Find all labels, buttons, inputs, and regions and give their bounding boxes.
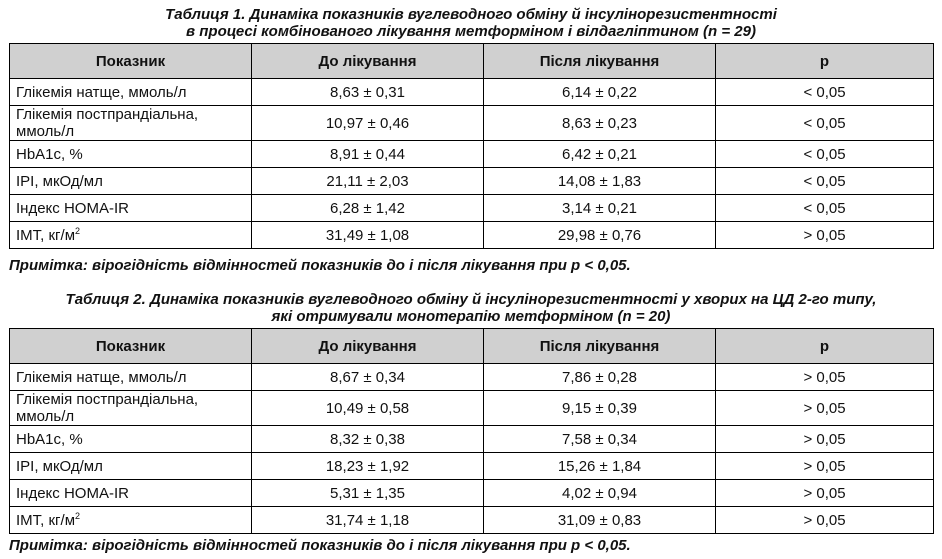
row-p: > 0,05 — [716, 426, 934, 453]
table-row — [10, 364, 934, 391]
row-before: 10,49 ± 0,58 — [252, 391, 484, 426]
table-row — [10, 141, 934, 168]
row-after: 4,02 ± 0,94 — [484, 480, 716, 507]
table1-header-row — [10, 44, 934, 79]
row-after: 8,63 ± 0,23 — [484, 106, 716, 141]
table2-caption — [0, 291, 942, 325]
row-indicator: Глікемія натще, ммоль/л — [10, 364, 252, 391]
table2-caption-line2: які отримували монотерапію метформіном (n = 20) — [271, 308, 671, 325]
row-indicator: Глікемія постпрандіальна, ммоль/л — [10, 106, 252, 141]
row-indicator — [10, 507, 252, 534]
bmi-label: ІМТ, кг/м — [16, 226, 76, 244]
row-p: > 0,05 — [716, 364, 934, 391]
row-after: 7,58 ± 0,34 — [484, 426, 716, 453]
row-before: 6,28 ± 1,42 — [252, 195, 484, 222]
row-indicator: HbA1c, % — [10, 426, 252, 453]
row-before: 21,11 ± 2,03 — [252, 168, 484, 195]
row-after: 6,42 ± 0,21 — [484, 141, 716, 168]
table2-header-indicator: Показник — [10, 329, 252, 364]
row-p: < 0,05 — [716, 106, 934, 141]
table-row — [10, 195, 934, 222]
table2-note: Примітка: вірогідність відмінностей показників до і після лікування при p < 0,05. — [9, 537, 631, 554]
row-indicator: Глікемія натще, ммоль/л — [10, 79, 252, 106]
row-after: 9,15 ± 0,39 — [484, 391, 716, 426]
row-before: 8,63 ± 0,31 — [252, 79, 484, 106]
row-after: 14,08 ± 1,83 — [484, 168, 716, 195]
row-p: > 0,05 — [716, 507, 934, 534]
table1-header-indicator: Показник — [10, 44, 252, 79]
row-before: 8,32 ± 0,38 — [252, 426, 484, 453]
bmi-label: ІМТ, кг/м — [16, 511, 76, 529]
row-p: < 0,05 — [716, 168, 934, 195]
table2-header-p: p — [716, 329, 934, 364]
row-p: > 0,05 — [716, 222, 934, 249]
table-row — [10, 391, 934, 426]
row-after: 29,98 ± 0,76 — [484, 222, 716, 249]
row-before: 8,91 ± 0,44 — [252, 141, 484, 168]
table1-header-before: До лікування — [252, 44, 484, 79]
row-after: 6,14 ± 0,22 — [484, 79, 716, 106]
row-indicator: HbA1c, % — [10, 141, 252, 168]
table2-header-before: До лікування — [252, 329, 484, 364]
table1-caption — [0, 6, 942, 40]
table-row — [10, 168, 934, 195]
table-row — [10, 79, 934, 106]
row-indicator: Індекс HOMA-IR — [10, 480, 252, 507]
table2-caption-line1: Таблиця 2. Динаміка показників вуглеводного обміну й інсулінорезистентності у хворих на ЦД 2-го типу, — [65, 291, 877, 308]
row-before: 18,23 ± 1,92 — [252, 453, 484, 480]
row-after: 15,26 ± 1,84 — [484, 453, 716, 480]
row-indicator: Глікемія постпрандіальна, ммоль/л — [10, 391, 252, 426]
row-before: 31,49 ± 1,08 — [252, 222, 484, 249]
table1-note: Примітка: вірогідність відмінностей показників до і після лікування при p < 0,05. — [9, 257, 631, 274]
row-p: < 0,05 — [716, 195, 934, 222]
table-row — [10, 480, 934, 507]
table2-header-row — [10, 329, 934, 364]
table1-caption-line2: в процесі комбінованого лікування метформіном і вілдагліптином (n = 29) — [186, 23, 756, 40]
row-indicator: IPI, мкОд/мл — [10, 168, 252, 195]
table1-header-p: p — [716, 44, 934, 79]
row-indicator — [10, 222, 252, 249]
row-before: 10,97 ± 0,46 — [252, 106, 484, 141]
row-p: < 0,05 — [716, 79, 934, 106]
table-row — [10, 106, 934, 141]
row-before: 5,31 ± 1,35 — [252, 480, 484, 507]
table2-header-after: Після лікування — [484, 329, 716, 364]
table-row — [10, 507, 934, 534]
table1 — [9, 43, 934, 249]
table-row — [10, 222, 934, 249]
row-p: < 0,05 — [716, 141, 934, 168]
row-before: 31,74 ± 1,18 — [252, 507, 484, 534]
table-row — [10, 453, 934, 480]
row-p: > 0,05 — [716, 480, 934, 507]
row-indicator: Індекс HOMA-IR — [10, 195, 252, 222]
bmi-superscript: 2 — [75, 510, 81, 521]
table1-caption-line1: Таблиця 1. Динаміка показників вуглеводного обміну й інсулінорезистентності — [165, 6, 777, 23]
row-p: > 0,05 — [716, 453, 934, 480]
bmi-superscript: 2 — [75, 225, 81, 236]
row-after: 7,86 ± 0,28 — [484, 364, 716, 391]
table1-header-after: Після лікування — [484, 44, 716, 79]
row-before: 8,67 ± 0,34 — [252, 364, 484, 391]
row-after: 3,14 ± 0,21 — [484, 195, 716, 222]
row-after: 31,09 ± 0,83 — [484, 507, 716, 534]
table-row — [10, 426, 934, 453]
table2 — [9, 328, 934, 534]
row-p: > 0,05 — [716, 391, 934, 426]
row-indicator: IPI, мкОд/мл — [10, 453, 252, 480]
